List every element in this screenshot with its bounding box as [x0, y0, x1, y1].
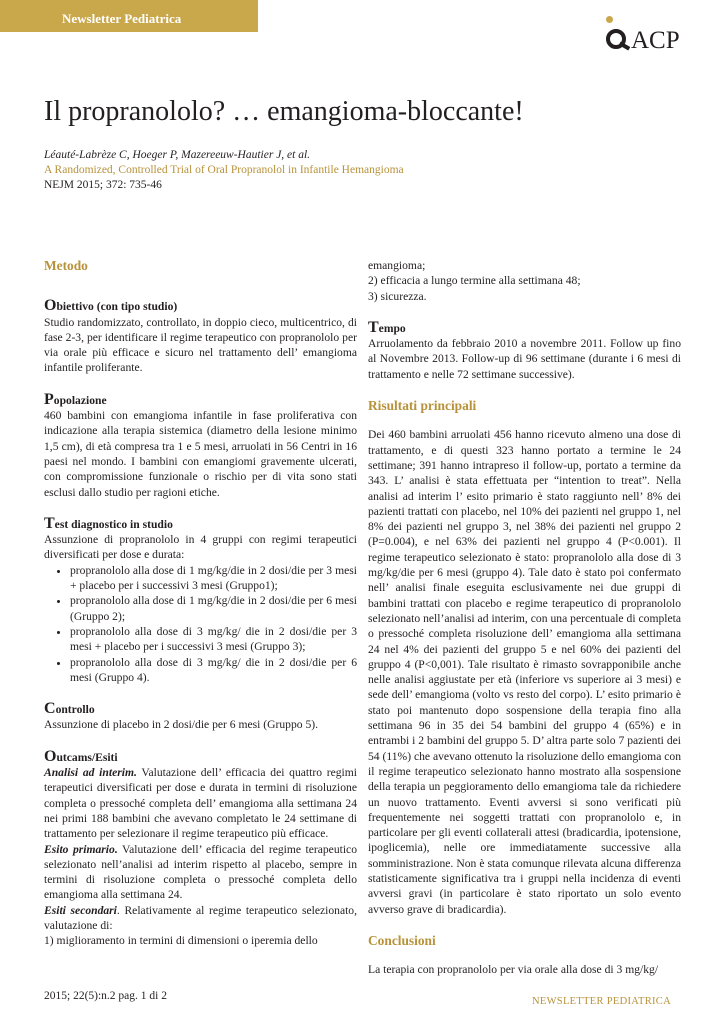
interim-label: Analisi ad interim. — [44, 766, 137, 780]
secondari-list-item-1: 1) miglioramento in termini di dimensioni o iperemia dello — [44, 934, 318, 948]
obiettivo-initial: O — [44, 297, 57, 315]
metodo-heading: Metodo — [44, 258, 88, 273]
left-column — [44, 258, 357, 949]
logo-tail-icon — [619, 42, 631, 51]
article-title: A Randomized, Controlled Trial of Oral Propranolol in Infantile Hemangioma — [44, 164, 404, 176]
risultati-heading: Risultati principali — [368, 398, 477, 414]
obiettivo-label: biettivo (con tipo studio) — [56, 300, 178, 314]
banner-title: Newsletter Pediatrica — [62, 11, 182, 26]
primario-paragraph — [44, 842, 357, 903]
list-item: • propranololo alla dose di 1 mg/kg/die in 2 dosi/die per 3 mesi + placebo per i successivi 3 mesi (Gruppo1); — [70, 563, 357, 594]
list-item: • propranololo alla dose di 3 mg/kg/ die in 2 dosi/die per 6 mesi (Gruppo 4). — [70, 655, 357, 686]
risultati-text: Dei 460 bambini arruolati 456 hanno ricevuto almeno una dose di trattamento, e di questi 323 hanno portato a termine le 24 settimane; 391 hanno intrapreso il follow-up, portato a termine da 343. L’ analisi è stata effettuata per “intention to treat”. Nella analisi ad interim l’ esito primario è stato raggiunto nell’ 8% dei pazienti trattati con placebo, nel 10% dei pazienti nel gruppo 1, nel 8% dei pazienti nel gruppo 3, nel 38% dei pazienti nel gruppo 2 (P=0.004), e nel 63% dei pazienti nel gruppo 4 (P<0.001). Il regime terapeutico selezionato è stato: propranololo alla dose di 3 mg/kg/die per 6 mesi (gruppo 4). Tale dato è stato poi confermato nell’ analisi finale eseguita esclusivamente nei due gruppi di bambini trattati con placebo e regime terapeutico di propranololo selezionato nell’analisi ad interim, con una percentuale di completa o pressoché completa risoluzione dell’ emangioma alla settimana 24 nel 4% dei pazienti del gruppo 5 e nel 60% dei pazienti del gruppo 4 (P<0,001). Tale risultato è rimasto sovrapponibile anche nelle analisi aggiustate per età (inferiore vs superiore ai 3 mesi) e sede dell’ emangioma (volto vs resto del corpo). L’ esito primario è stato poi mantenuto dopo sospensione della terapia fino alla settimana 96 in 35 dei 54 bambini del gruppo 4 (65%) e in entrambi i 2 bambini del gruppo 5. D’ altra parte solo 7 pazienti dei 54 (11%) che avevano ottenuto la risoluzione dello emangioma con il regime terapeutico selezionato hanno mostrato alla sospensione della terapia un peggioramento dello emangioma tale da richiedere un nuovo trattamento. Eventi avversi si sono verificati più frequentemente nei soggetti trattati con propranololo e, in particolare per gli eventi collaterali attesi (bradicardia, ipotensione, ipoglicemia), nelle ore immediatamente successive alla somministrazione. Non è stata comunque rilevata alcuna differenza statisticamente significativa tra i gruppi nella incidenza di eventi avversi gravi (in particolare è stato riportato un solo evento avverso grave di bradicardia). — [368, 428, 681, 916]
obiettivo-heading — [44, 298, 357, 314]
secondari-continued: emangioma; — [368, 259, 426, 272]
tempo-label: empo — [378, 321, 406, 335]
obiettivo-text: Studio randomizzato, controllato, in doppio cieco, multicentrico, di fase 2-3, per identificare il regime terapeutico con propranololo per via orale più efficace e sicuro nel trattamento dell’ emangioma infantile proliferante. — [44, 315, 357, 375]
interim-paragraph — [44, 765, 357, 841]
outcomes-label: utcams/Esiti — [56, 750, 118, 764]
tempo-heading — [368, 320, 681, 336]
test-label: est diagnostico in studio — [54, 517, 173, 531]
secondari-paragraph — [44, 903, 357, 934]
secondari-text: . Relativamente al regime terapeutico selezionato, valutazione di: — [44, 903, 358, 932]
page-reference: 2015; 22(5):n.2 pag. 1 di 2 — [44, 990, 167, 1002]
secondari-label: Esiti secondari — [44, 903, 117, 917]
list-item: • propranololo alla dose di 1 mg/kg/die in 2 dosi/die per 6 mesi (Gruppo 2); — [70, 593, 357, 624]
outcomes-initial: O — [44, 747, 57, 765]
test-list — [44, 563, 357, 685]
acp-logo — [603, 16, 685, 56]
list-item: • propranololo alla dose di 3 mg/kg/ die in 2 dosi/die per 3 mesi + placebo per i successivi 3 mesi (Gruppo 3); — [70, 624, 357, 655]
article-meta — [44, 148, 404, 193]
tempo-initial: T — [368, 318, 379, 336]
popolazione-heading — [44, 392, 357, 408]
conclusioni-text: La terapia con propranololo per via orale alla dose di 3 mg/kg/ — [368, 963, 659, 977]
primario-label: Esito primario. — [44, 842, 118, 856]
controllo-heading — [44, 701, 357, 717]
test-intro: Assunzione di propranololo in 4 gruppi con regimi terapeutici diversificati per dose e durata: — [44, 533, 357, 562]
test-heading — [44, 516, 357, 532]
conclusioni-heading: Conclusioni — [368, 932, 436, 948]
header-banner — [0, 0, 258, 32]
controllo-initial: C — [44, 700, 56, 718]
test-initial: T — [44, 514, 55, 532]
logo-dot-icon — [606, 16, 613, 23]
primario-text: Valutazione dell’ efficacia del regime terapeutico selezionato nell’analisi ad interim rispetto al placebo, sempre in termini di risoluzione completa o pressoché completa dello emangioma alla settimana 24. — [44, 842, 358, 902]
logo-text: ACP — [631, 27, 680, 54]
interim-text: Valutazione dell’ efficacia dei quattro regimi terapeutici diversificati per dose e durata in termini di risoluzione completa o pressoché completa dell’ emangioma alla settimana 24 nei primi 188 bambini che avevano completato le 24 settimane di trattamento per selezionare il regime terapeutico più efficace. — [44, 766, 357, 841]
footer-brand: NEWSLETTER PEDIATRICA — [532, 996, 671, 1007]
tempo-text: Arruolamento da febbraio 2010 a novembre 2011. Follow up fino al Novembre 2013. Follow-up di 96 settimane (durante i 6 mesi di trattamento e nelle 72 settimane successive). — [368, 337, 681, 381]
popolazione-label: opolazione — [53, 393, 107, 407]
popolazione-text: 460 bambini con emangioma infantile in fase proliferativa con indicazione alla terapia sistemica (diametro della lesione minimo 1,5 cm), di età compresa tra 1 e 5 mesi, arruolati in 56 Centri in 16 paesi nel mondo. I bambini con emangiomi gravemente ulcerati, con compromissione funzionale o rischio per di vita sono stati esclusi dallo studio per ragioni etiche. — [44, 409, 357, 499]
authors: Léauté-Labrèze C, Hoeger P, Mazereeuw-Hautier J, et al. — [44, 149, 311, 161]
secondari-list-item-3: 3) sicurezza. — [368, 289, 427, 303]
popolazione-initial: P — [44, 390, 54, 408]
page-title: Il propranololo? … emangioma-bloccante! — [44, 96, 524, 127]
controllo-label: ontrollo — [55, 703, 95, 717]
journal-reference: NEJM 2015; 372: 735-46 — [44, 179, 162, 191]
right-column — [368, 258, 681, 977]
secondari-list-item-2: 2) efficacia a lungo termine alla settimana 48; — [368, 274, 581, 288]
controllo-text: Assunzione di placebo in 2 dosi/die per 6 mesi (Gruppo 5). — [44, 718, 319, 732]
outcomes-heading — [44, 749, 357, 765]
